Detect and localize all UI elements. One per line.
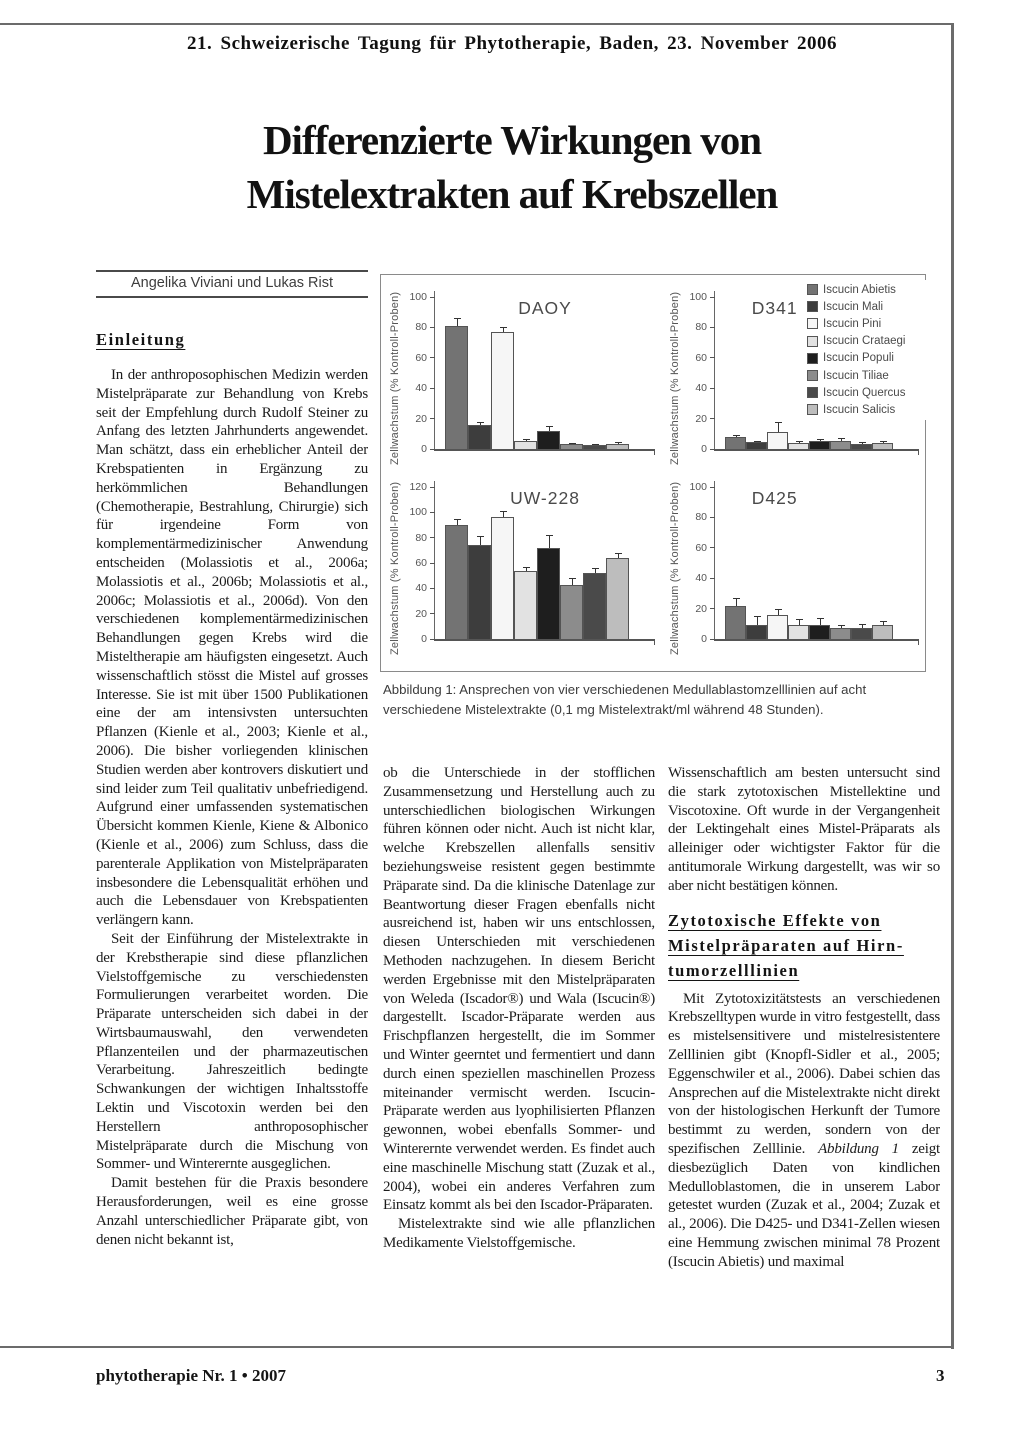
chart-daoy: [389, 285, 655, 471]
y-tick-label: 20: [695, 602, 707, 615]
heading-line: Zytotoxische Effekte von: [668, 910, 882, 930]
y-tick-mark: [430, 449, 435, 450]
bar-iscucin-salicis: [606, 487, 629, 639]
y-tick-mark: [430, 418, 435, 419]
bar: [809, 625, 830, 639]
legend-item-iscucin-mali: [807, 298, 925, 315]
y-tick-label: 20: [415, 607, 427, 620]
y-tick-mark: [430, 297, 435, 298]
plot-area: [434, 297, 655, 451]
y-tick-label: 100: [409, 291, 427, 303]
y-tick-label: 0: [421, 443, 427, 455]
y-axis-ticks: [404, 291, 434, 455]
chart-title: DAOY: [518, 298, 572, 318]
bar: [468, 545, 491, 639]
text-column-3: [668, 764, 940, 1346]
error-bar: [549, 535, 550, 548]
bar: [746, 625, 767, 639]
bar-iscucin-salicis: [606, 297, 629, 449]
bar: [725, 437, 746, 449]
legend-label: Iscucin Populi: [823, 352, 894, 365]
legend-swatch: [807, 318, 818, 329]
bar: [851, 444, 872, 449]
bar: [491, 332, 514, 449]
plot-area: [714, 487, 919, 641]
bar-iscucin-populi: [537, 297, 560, 449]
error-bar: [778, 422, 779, 433]
y-tick-label: 80: [415, 321, 427, 334]
y-tick-label: 40: [415, 382, 427, 395]
y-tick-label: 20: [695, 412, 707, 425]
bar: [583, 445, 606, 449]
bar: [560, 444, 583, 449]
bar-iscucin-crataegi: [788, 487, 809, 639]
legend-label: Iscucin Salicis: [823, 403, 896, 416]
bar-iscucin-pini: [767, 487, 788, 639]
conference-header: 21. Schweizerische Tagung für Phytotherapie, Baden, 23. November 2006: [187, 33, 837, 54]
heading-line: tumorzelllinien: [668, 960, 800, 980]
paragraph: Damit bestehen für die Praxis besondere Herausforderungen, weil es eine grosse Anzahl unterschiedlicher Präparate gibt, von denen nicht bekannt ist,: [96, 1175, 368, 1248]
heading-line: Mistelpräparaten auf Hirn-: [668, 935, 904, 955]
page-right-rule: [951, 23, 954, 1349]
y-tick-mark: [430, 537, 435, 538]
y-tick-mark: [710, 327, 715, 328]
bar: [809, 441, 830, 449]
bar: [788, 443, 809, 449]
legend-item-iscucin-crataegi: [807, 333, 925, 350]
paragraph: Seit der Einführung der Mistelextrakte in der Krebstherapie sind diese pflanzlichen Vielstoffgemische zu verschiedensten Formulierungen verarbeitet worden. Die Präparate unterscheiden sich dabei in der Wirtsbaumauswahl, den verwendeten Pflanzenteilen und der pharmazeutischen Verarbeitung. Jahreszeitlich bedingte Schwankungen der wichtigen Inhaltsstoffe Lektin und Viscotoxin werden bei den Herstellern anthroposophischer Mistelpräparate durch die Mischung von Sommer- und Winterernte ausgeglichen.: [96, 930, 368, 1173]
y-axis-ticks: [684, 481, 714, 645]
bar-iscucin-crataegi: [514, 487, 537, 639]
legend-swatch: [807, 284, 818, 295]
paragraph-text: Mit Zytotoxizitätstests an verschiedenen Krebszelltypen wurde in vitro festgestellt, dass es mistelsensitivere und mistelresistentere Zelllinien gibt (Knopfl-Sidler et al., 2005; Eggenschwiler et al., 2006). Dabei schien das Ansprechen auf die Mistelextrakte nicht direkt von der histologischen Herkunft der Tumore bestimmt zu werden, sondern von der spezifischen Zelllinie.: [668, 990, 940, 1157]
chart-legend: [805, 280, 927, 420]
bar: [468, 425, 491, 449]
y-tick-mark: [430, 388, 435, 389]
y-tick-label: 60: [695, 351, 707, 364]
legend-item-iscucin-salicis: [807, 401, 925, 418]
y-tick-mark: [710, 608, 715, 609]
y-axis-label: Zellwachstum (% Kontroll-Proben): [389, 291, 401, 465]
y-tick-label: 0: [421, 633, 427, 645]
legend-item-iscucin-abietis: [807, 281, 925, 298]
legend-label: Iscucin Pini: [823, 317, 882, 330]
legend-swatch: [807, 336, 818, 347]
error-bar: [480, 536, 481, 545]
bar: [767, 615, 788, 639]
y-tick-mark: [710, 547, 715, 548]
y-tick-label: 100: [409, 506, 427, 519]
bar-iscucin-quercus: [583, 297, 606, 449]
bar-iscucin-mali: [468, 297, 491, 449]
bar-iscucin-quercus: [851, 487, 872, 639]
bar: [606, 558, 629, 639]
y-tick-mark: [430, 639, 435, 640]
bar-iscucin-pini: [491, 297, 514, 449]
bar: [872, 625, 893, 639]
bar: [583, 573, 606, 639]
byline: Angelika Viviani und Lukas Rist: [96, 270, 368, 298]
page-top-rule: [0, 23, 954, 25]
legend-swatch: [807, 370, 818, 381]
error-bar: [757, 616, 758, 625]
y-axis-label: Zellwachstum (% Kontroll-Proben): [669, 291, 681, 465]
chart-title: D425: [751, 488, 798, 508]
bar-iscucin-abietis: [445, 487, 468, 639]
bar: [514, 441, 537, 449]
error-bar: [820, 618, 821, 626]
bar-iscucin-pini: [767, 297, 788, 449]
bar: [537, 548, 560, 639]
y-tick-mark: [710, 418, 715, 419]
y-tick-mark: [430, 588, 435, 589]
y-tick-label: 0: [701, 443, 707, 455]
legend-label: Iscucin Mali: [823, 300, 884, 313]
y-tick-label: 100: [689, 481, 707, 493]
bar: [788, 625, 809, 639]
bar: [767, 432, 788, 449]
y-tick-label: 40: [695, 572, 707, 585]
bar-iscucin-abietis: [445, 297, 468, 449]
y-tick-label: 80: [415, 531, 427, 544]
page-bottom-rule: [0, 1346, 954, 1348]
bar-iscucin-mali: [746, 297, 767, 449]
bar-iscucin-tiliae: [830, 487, 851, 639]
bar: [725, 606, 746, 639]
section-heading-einleitung: Einleitung: [96, 330, 186, 349]
bar-iscucin-abietis: [725, 297, 746, 449]
paragraph: [668, 990, 940, 1272]
y-tick-mark: [710, 297, 715, 298]
y-tick-mark: [710, 357, 715, 358]
y-axis-label: Zellwachstum (% Kontroll-Proben): [389, 481, 401, 655]
y-tick-label: 60: [695, 541, 707, 554]
bar-iscucin-populi: [537, 487, 560, 639]
legend-label: Iscucin Abietis: [823, 283, 896, 296]
legend-label: Iscucin Tiliae: [823, 369, 889, 382]
chart-title: UW-228: [510, 488, 580, 508]
bar: [560, 585, 583, 639]
y-tick-label: 60: [415, 351, 427, 364]
bar: [606, 444, 629, 449]
figure-1: [380, 274, 926, 672]
paragraph: Wissenschaftlich am besten untersucht sind die stark zytotoxischen Mistellektine und Viscotoxine. Oft wurde in der Vergangenheit der Lektingehalt eines Mistel-Präparats als alleiniger oder wichtigster Faktor für die antitumorale Wirkung dargestellt, was wir so aber nicht bestätigen können.: [668, 765, 940, 894]
y-tick-mark: [430, 487, 435, 488]
legend-item-iscucin-pini: [807, 315, 925, 332]
bar-iscucin-pini: [491, 487, 514, 639]
bar-iscucin-quercus: [583, 487, 606, 639]
journal-footer: phytotherapie Nr. 1 • 2007: [96, 1366, 286, 1385]
bar-iscucin-salicis: [872, 487, 893, 639]
bars: [445, 297, 629, 449]
y-tick-mark: [430, 327, 435, 328]
y-tick-label: 60: [415, 557, 427, 569]
error-bar: [457, 318, 458, 326]
bars: [725, 487, 893, 639]
figure-reference: Abbildung 1: [818, 1140, 899, 1157]
bar-iscucin-tiliae: [560, 487, 583, 639]
chart-title: D341: [751, 298, 798, 318]
bar-iscucin-populi: [809, 487, 830, 639]
article-title-line1: Differenzierte Wirkungen von: [262, 117, 762, 163]
paragraph: In der anthroposophischen Medizin werden Mistelpräparate zur Behandlung von Krebs seit der Empfehlung durch Rudolf Steiner zu Anfang des letzten Jahrhunderts angewendet. Man schätzt, dass ein erheblicher Anteil der Krebspatienten in Ergänzung zu herkömmlichen Behandlungen (Chemotherapie, Bestrahlung, Chirurgie) sich für irgendeine Form von komplementärmedizinischer Anwendung entscheiden (Molassiotis et al., 2006a; Molassiotis et al., 2006b; Molassiotis et al., 2006c; Molassiotis et al., 2006d). Von den verschiedenen komplementärmedizinischen Behandlungen gegen Krebs wird die Misteltherapie am häufigsten eingesetzt. Auch wissenschaftlich stösst die Mistel auf grosses Interesse. Sie ist mit über 1500 Publikationen eine der am intensivsten untersuchten Pflanzen (Kienle et al., 2003; Kienle et al., 2006). Die bisher vorliegenden klinischen Studien werden aber kontrovers diskutiert und sind leider zum Teil qualitativ unbefriedigend. Aufgrund einer umfassenden systematischen Übersicht kommen Kienle, Kiene & Albonico (Kienle et al., 2006) zum Schluss, dass die parenterale Applikation von Mistelpräparaten insbesondere die Lebensqualität erhöhen und auch die Lebensdauer von Krebspatienten verlängern kann.: [96, 367, 368, 929]
bar-iscucin-mali: [468, 487, 491, 639]
bar-iscucin-crataegi: [514, 297, 537, 449]
bar: [851, 628, 872, 639]
y-tick-mark: [430, 357, 435, 358]
bars: [445, 487, 629, 639]
bar: [445, 525, 468, 639]
y-tick-label: 40: [695, 382, 707, 395]
section-heading-zytotoxische-effekte: [668, 908, 940, 983]
y-tick-mark: [710, 487, 715, 488]
y-tick-mark: [430, 563, 435, 564]
text-column-1: [96, 366, 368, 1342]
legend-label: Iscucin Crataegi: [823, 335, 906, 348]
bar-iscucin-mali: [746, 487, 767, 639]
bar: [537, 431, 560, 449]
legend-swatch: [807, 404, 818, 415]
chart-uw228: [389, 475, 655, 661]
bar: [514, 571, 537, 639]
text-column-2: [383, 764, 655, 1346]
y-axis-ticks: [684, 291, 714, 455]
legend-swatch: [807, 353, 818, 364]
plot-area: [434, 487, 655, 641]
y-tick-mark: [710, 639, 715, 640]
chart-d425: [669, 475, 919, 661]
bar: [830, 441, 851, 449]
bar: [746, 442, 767, 449]
y-tick-mark: [710, 517, 715, 518]
y-tick-mark: [430, 512, 435, 513]
page-number: 3: [936, 1366, 945, 1385]
bar-iscucin-tiliae: [560, 297, 583, 449]
paragraph: ob die Unterschiede in der stofflichen Zusammensetzung und Herstellung auch zu unterschiedlichen biologischen Wirkungen führen können oder nicht. Auch ist nicht klar, welche Krebszellen allenfalls sensitiv beziehungsweise resistent gegen bestimmte Präparate sind. Da die klinische Datenlage zur Beantwortung dieser Fragen ebenfalls nicht ausreichend ist, haben wir uns entschlossen, diesen Unterschieden mit verschiedenen Methoden nachzugehen. In diesem Bericht werden Ergebnisse mit den Mistelpräparaten von Weleda (Iscador®) und Wala (Iscucin®) dargestellt. Iscador-Präparate werden aus Frischpflanzen hergestellt, die im Sommer und Winter geerntet und fermentiert und dann durch einen speziellen maschinellen Prozess miteinander vermischt werden. Iscucin-Präparate werden aus lyophilisierten Pflanzen gewonnen, wobei ebenfalls Sommer- und Winterernte verwendet werden. Es findet auch eine maschinelle Mischung statt (Zuzak et al., 2004), wobei ein anderes Verfahren zum Einsatz kommt als bei den Iscador-Präparaten.: [383, 765, 655, 1214]
bar: [872, 443, 893, 449]
paragraph: Mistelextrakte sind wie alle pflanzlichen Medikamente Vielstoffgemische.: [383, 1216, 655, 1251]
bar: [491, 517, 514, 639]
legend-label: Iscucin Quercus: [823, 386, 906, 399]
y-tick-label: 120: [409, 481, 427, 493]
legend-swatch: [807, 301, 818, 312]
y-tick-mark: [710, 578, 715, 579]
y-tick-mark: [710, 449, 715, 450]
article-title-line2: Mistelextrakten auf Krebszellen: [246, 171, 778, 217]
y-tick-label: 20: [415, 412, 427, 425]
y-tick-mark: [430, 613, 435, 614]
y-axis-label: Zellwachstum (% Kontroll-Proben): [669, 481, 681, 655]
legend-swatch: [807, 387, 818, 398]
figure-caption: Abbildung 1: Ansprechen von vier verschiedenen Medullablastomzelllinien auf acht verschiedene Mistelextrakte (0,1 mg Mistelextrakt/ml während 48 Stunden).: [383, 682, 867, 718]
legend-item-iscucin-quercus: [807, 384, 925, 401]
y-tick-label: 40: [415, 582, 427, 595]
bar: [445, 326, 468, 449]
legend-item-iscucin-tiliae: [807, 367, 925, 384]
y-tick-mark: [710, 388, 715, 389]
error-bar: [736, 598, 737, 606]
y-tick-label: 0: [701, 633, 707, 645]
bar: [830, 628, 851, 639]
y-tick-label: 80: [695, 511, 707, 524]
legend-item-iscucin-populi: [807, 350, 925, 367]
paragraph-text: zeigt diesbezüglich Daten von kindlichen Medulloblastomen, die in unserem Labor getestet wurden (Zuzak et al., 2004; Zuzak et al., 2006). Die D425- und D341-Zellen wiesen eine Hemmung zwischen minimal 78 Prozent (Iscucin Abietis) und maximal: [668, 1140, 940, 1270]
y-tick-label: 100: [689, 291, 707, 303]
y-tick-label: 80: [695, 321, 707, 334]
bar-iscucin-abietis: [725, 487, 746, 639]
